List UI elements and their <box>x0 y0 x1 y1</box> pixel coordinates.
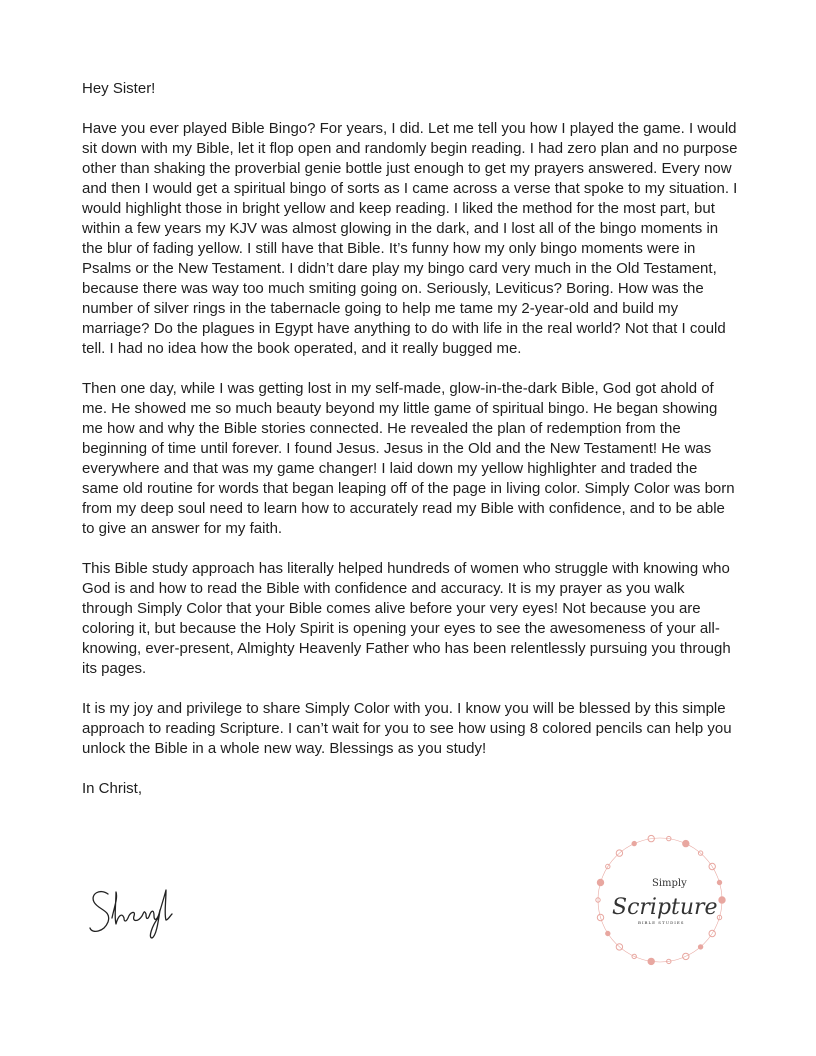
paragraph: Then one day, while I was getting lost in my self-made, glow-in-the-dark Bible, God got ahold of me. He showed me so much beauty beyond my little game of spiritual bingo. He began showing me how and why the Bible stories connected. He revealed the plan of redemption from the beginning of time until forever. I found Jesus. Jesus in the Old and the New Testament! He was everywhere and that was my game changer! I laid down my yellow highlighter and traded the same old routine for words that began leaping off of the page in living color. Simply Color was born from my deep soul need to learn how to accurately read my Bible with confidence, and to be able to give an answer for my faith. <box>82 380 735 537</box>
logo-line-3: BIBLE STUDIES <box>638 920 685 925</box>
wreath-flower <box>698 945 702 949</box>
logo-line-1: Simply <box>652 878 687 889</box>
signature-image <box>86 880 182 944</box>
simply-scripture-logo <box>590 830 730 970</box>
paragraph: It is my joy and privilege to share Simply Color with you. I know you will be blessed by this simple approach to reading Scripture. I can’t wait for you to see how using 8 colored pencils can help you unlock the Bible in a whole new way. Blessings as you study! <box>82 700 732 757</box>
wreath-flower <box>632 841 636 845</box>
logo-line-2: Scripture <box>612 895 718 920</box>
wreath-flower <box>719 897 725 903</box>
paragraph: This Bible study approach has literally helped hundreds of women who struggle with knowing who God is and how to read the Bible with confidence and accuracy. It is my prayer as you walk through Simply Color that your Bible comes alive before your very eyes! Not because you are coloring it, but because the Holy Spirit is opening your eyes to see the awesomeness of your all-knowing, ever-present, Almighty Heavenly Father who has been relentlessly pursuing you through its pages. <box>82 560 731 677</box>
wreath-flower <box>683 840 689 846</box>
wreath-flower <box>717 880 721 884</box>
greeting: Hey Sister! <box>82 80 156 97</box>
wreath-flower <box>606 931 610 935</box>
paragraph: Have you ever played Bible Bingo? For years, I did. Let me tell you how I played the game. I would sit down with my Bible, let it flop open and randomly begin reading. I had zero plan and no purpose other than shaking the proverbial genie bottle just enough to get my prayers answered. Every now and then I would get a spiritual bingo of sorts as I came across a verse that spoke to my situation. I would highlight those in bright yellow and keep reading. I liked the method for the most part, but within a few years my KJV was almost glowing in the dark, and I lost all of the bingo moments in the blur of fading yellow. I still have that Bible. It’s funny how my only bingo moments were in Psalms or the New Testament. I didn’t dare play my bingo card very much in the Old Testament, because there was way too much smiting going on. Seriously, Leviticus? Boring. How was the number of silver rings in the tabernacle going to help me tame my 2-year-old and build my marriage? Do the plagues in Egypt have anything to do with life in the real world? Not that I could tell. I had no idea how the book operated, and it really bugged me. <box>82 120 738 357</box>
letter-body <box>82 79 738 819</box>
closing: In Christ, <box>82 780 143 797</box>
wreath-flower <box>648 958 654 964</box>
wreath-flower <box>597 879 603 885</box>
